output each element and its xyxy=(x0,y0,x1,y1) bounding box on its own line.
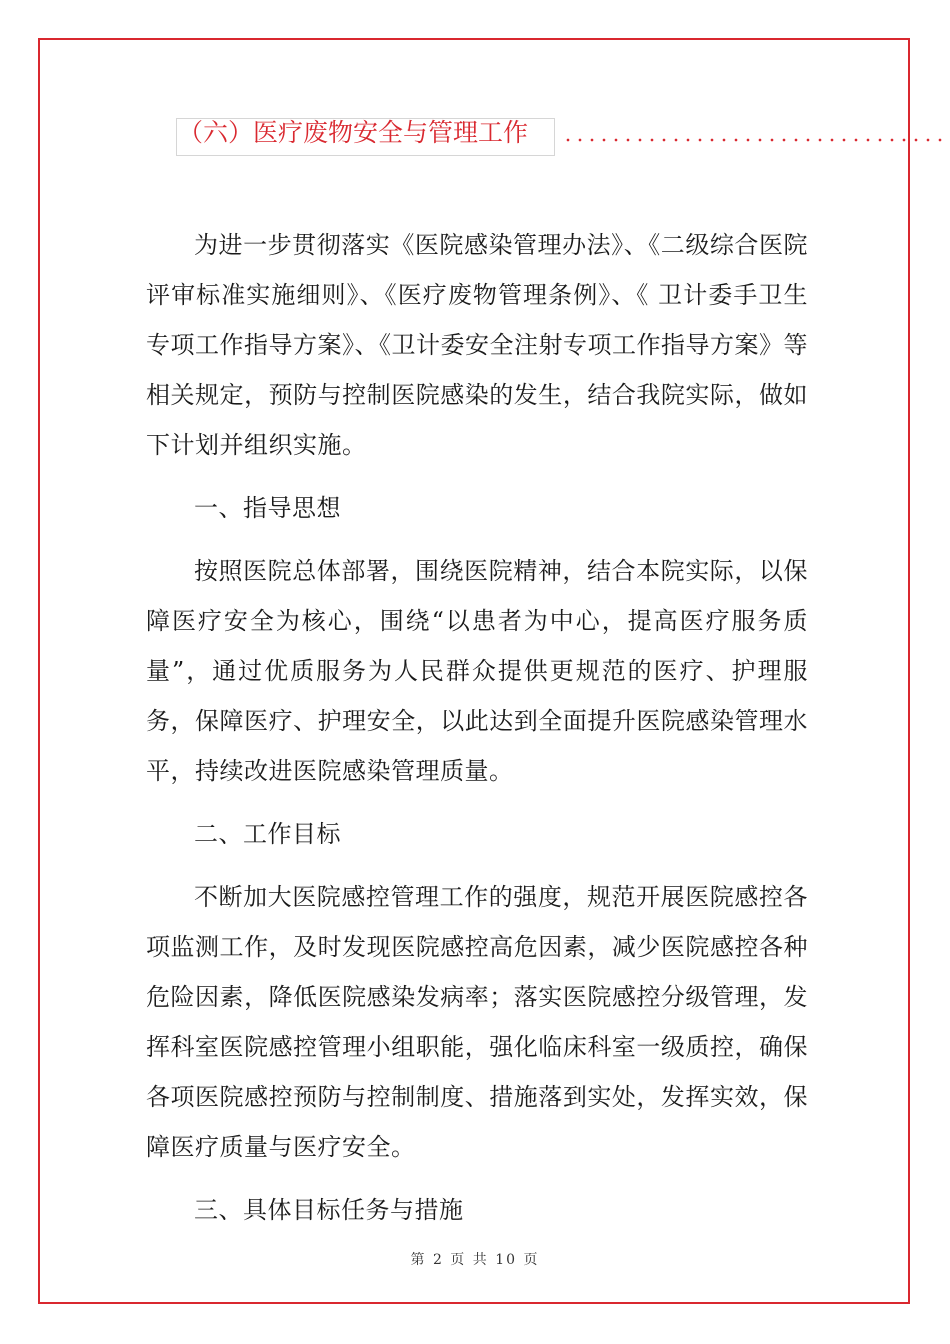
toc-entry-title[interactable]: （六）医疗废物安全与管理工作 xyxy=(178,118,529,147)
intro-paragraph: 为进一步贯彻落实《医院感染管理办法》、《二级综合医院评审标准实施细则》、《医疗废物管理条例》、《 卫计委手卫生专项工作指导方案》、《卫计委安全注射专项工作指导方案》等相关规定，预防与控制医院感染的发生，结合我院实际，做如下计划并组织实施。 xyxy=(146,231,808,459)
section-heading-guiding-ideology: 一、指导思想 xyxy=(194,494,341,522)
section-heading-work-goals: 二、工作目标 xyxy=(194,820,341,848)
document-body xyxy=(146,220,808,1248)
toc-dot-leader xyxy=(562,137,948,143)
guiding-ideology-paragraph: 按照医院总体部署，围绕医院精神，结合本院实际，以保障医疗安全为核心，围绕“以患者为中心，提高医疗服务质量”，通过优质服务为人民群众提供更规范的医疗、护理服务，保障医疗、护理安全，以此达到全面提升医院感染管理水平，持续改进医院感染管理质量。 xyxy=(146,557,808,785)
page-number-footer: 第 2 页 共 10 页 xyxy=(410,1252,540,1268)
work-goals-paragraph: 不断加大医院感控管理工作的强度，规范开展医院感控各项监测工作，及时发现医院感控高危因素，减少医院感控各种危险因素，降低医院感染发病率；落实医院感控分级管理，发挥科室医院感控管理小组职能，强化临床科室一级质控，确保各项医院感控预防与控制制度、措施落到实处，发挥实效，保障医疗质量与医疗安全。 xyxy=(146,883,808,1161)
section-heading-specific-tasks: 三、具体目标任务与措施 xyxy=(194,1196,464,1224)
